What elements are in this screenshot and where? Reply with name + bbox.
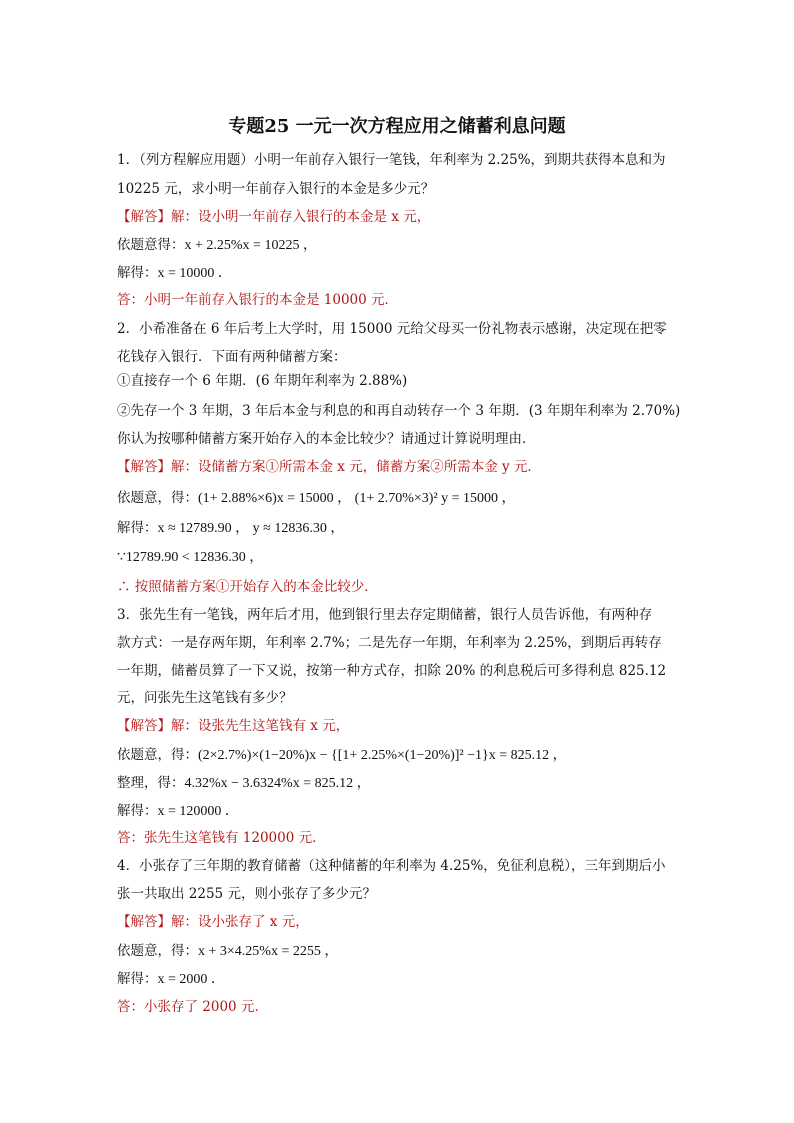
page-title: 专题25 一元一次方程应用之储蓄利息问题 (228, 116, 566, 137)
q2-solution-line1 (117, 457, 541, 477)
equation: x + 3×4.25%x = 2255 ， (198, 944, 339, 959)
answer-tag: 【解答】 (117, 718, 171, 734)
q2-solution-line3 (117, 518, 344, 539)
equation: 4.32%x − 3.6324%x = 825.12 ， (184, 776, 371, 791)
q1-solution-line1 (117, 207, 430, 227)
answer-tag: 【解答】 (117, 459, 171, 475)
q4-solution-line2 (117, 941, 338, 962)
equation-prefix: 依题意，得： (117, 943, 198, 959)
q2-text-line5: 你认为按哪种储蓄方案开始存入的本金比较少？请通过计算说明理由． (117, 431, 536, 447)
q3-solution-line2 (117, 745, 567, 766)
equation-prefix: 解得： (117, 971, 158, 987)
q3-solution-line3 (117, 773, 371, 794)
q2-text-line2: 花钱存入银行．下面有两种储蓄方案： (117, 349, 347, 365)
equation: x = 120000 ． (157, 804, 239, 819)
equation-prefix: 解得： (117, 803, 158, 819)
equation: x = 10000 ． (157, 266, 232, 281)
q4-solution-line1 (117, 912, 309, 932)
q1-solution-text: 解：设小明一年前存入银行的本金是 x 元， (171, 209, 431, 225)
equation-prefix: 依题意，得： (117, 490, 198, 506)
q4-text-line2: 张一共取出 2255 元，则小张存了多少元？ (117, 886, 376, 902)
q2-solution-line4: ∵12789.90 < 12836.30 ， (117, 550, 264, 565)
equation-prefix: 依题意，得： (117, 747, 198, 763)
equation: (2×2.7%)×(1−20%)x − {[1+ 2.25%×(1−20%)]² −1}x = 825.12 ， (198, 748, 567, 763)
q1-text-line2: 10225 元，求小明一年前存入银行的本金是多少元？ (117, 181, 435, 197)
q1-answer: 答：小明一年前存入银行的本金是 10000 元． (117, 292, 399, 308)
q2-text-line4: ②先存一个 3 年期，3 年后本金与利息的和再自动转存一个 3 年期．(3 年期年利率为 2.70%) (117, 403, 681, 419)
equation: x = 2000 ． (157, 972, 225, 987)
q3-text-line2: 款方式：一是存两年期，年利率 2.7%；二是先存一年期，年利率为 2.25%，到期后再转存 (117, 635, 662, 651)
q2-conclusion: ∴ 按照储蓄方案①开始存入的本金比较少． (117, 579, 378, 595)
q4-text-line1: 4．小张存了三年期的教育储蓄（这种储蓄的年利率为 4.25%，免征利息税），三年到期后小 (117, 858, 666, 874)
equation-prefix: 解得： (117, 265, 158, 281)
q3-text-line4: 元，问张先生这笔钱有多少？ (117, 690, 293, 706)
q3-solution-line4 (117, 801, 239, 822)
q2-text-line1: 2．小希准备在 6 年后考上大学时，用 15000 元给父母买一份礼物表示感谢，决定现在把零 (117, 321, 667, 337)
q2-solution-text: 解：设储蓄方案①所需本金 x 元，储蓄方案②所需本金 y 元． (171, 459, 541, 475)
q1-text-line1: 1．（列方程解应用题）小明一年前存入银行一笔钱，年利率为 2.25%，到期共获得本息和为 (117, 152, 666, 168)
equation-prefix: 解得： (117, 520, 158, 536)
equation: x + 2.25%x = 10225 ， (184, 238, 317, 253)
q1-solution-line3 (117, 263, 232, 284)
q3-answer: 答：张先生这笔钱有 120000 元． (117, 830, 326, 846)
equation: (1+ 2.88%×6)x = 15000 ， (1+ 2.70%×3)² y = 15000 ， (198, 491, 516, 506)
q3-solution-text: 解：设张先生这笔钱有 x 元， (171, 718, 350, 734)
q4-solution-line3 (117, 969, 225, 990)
q3-text-line3: 一年期，储蓄员算了一下又说，按第一种方式存，扣除 20% 的利息税后可多得利息 825.12 (117, 663, 667, 679)
q3-text-line1: 3．张先生有一笔钱，两年后才用，他到银行里去存定期储蓄，银行人员告诉他，有两种存 (117, 607, 653, 623)
q2-text-line3: ①直接存一个 6 年期．(6 年期年利率为 2.88%) (117, 373, 408, 389)
equation: x ≈ 12789.90 ， y ≈ 12836.30 ， (157, 521, 345, 536)
answer-tag: 【解答】 (117, 209, 171, 225)
answer-tag: 【解答】 (117, 914, 171, 930)
q4-solution-text: 解：设小张存了 x 元， (171, 914, 309, 930)
q3-solution-line1 (117, 716, 349, 736)
q2-solution-line2 (117, 488, 516, 509)
equation-prefix: 整理，得： (117, 775, 185, 791)
q1-solution-line2 (117, 235, 317, 256)
equation-prefix: 依题意得： (117, 237, 185, 253)
q4-answer: 答：小张存了 2000 元． (117, 999, 268, 1015)
